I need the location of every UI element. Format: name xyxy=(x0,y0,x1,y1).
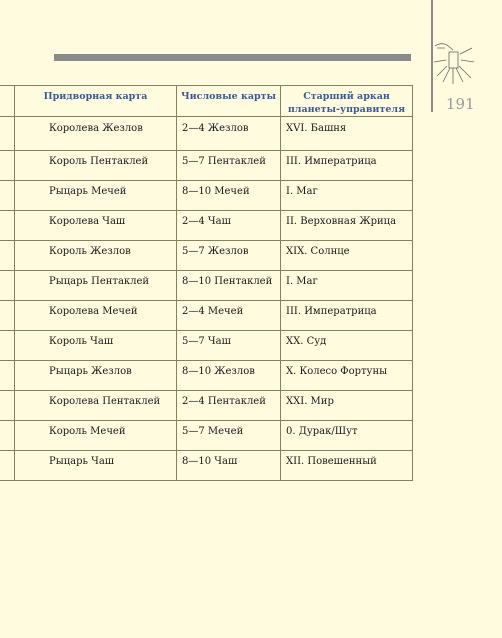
table-row xyxy=(0,271,413,301)
table-row xyxy=(0,331,413,361)
major-arcana-cell: I. Маг xyxy=(281,181,413,211)
edge-cell xyxy=(0,421,15,451)
edge-cell xyxy=(0,451,15,481)
major-arcana-cell: I. Маг xyxy=(281,271,413,301)
header-major-arcana: Старший аркан планеты-управителя xyxy=(281,86,413,117)
table-row xyxy=(0,391,413,421)
header-bar xyxy=(54,54,411,61)
header-number-cards: Числовые карты xyxy=(177,86,281,117)
number-cards-cell: 8—10 Чаш xyxy=(177,451,281,481)
court-card-cell: Королева Жезлов xyxy=(15,117,177,151)
header-row xyxy=(0,86,413,117)
number-cards-cell: 5—7 Чаш xyxy=(177,331,281,361)
edge-cell xyxy=(0,86,15,117)
court-card-cell: Король Пентаклей xyxy=(15,151,177,181)
number-cards-cell: 5—7 Пентаклей xyxy=(177,151,281,181)
edge-cell xyxy=(0,151,15,181)
page-number: 191 xyxy=(446,95,475,113)
table-row xyxy=(0,211,413,241)
major-arcana-cell: III. Императрица xyxy=(281,301,413,331)
court-card-cell: Рыцарь Жезлов xyxy=(15,361,177,391)
table-row xyxy=(0,361,413,391)
court-card-cell: Король Мечей xyxy=(15,421,177,451)
court-card-cell: Рыцарь Чаш xyxy=(15,451,177,481)
number-cards-cell: 8—10 Жезлов xyxy=(177,361,281,391)
edge-cell xyxy=(0,331,15,361)
table-row xyxy=(0,241,413,271)
table-row xyxy=(0,301,413,331)
major-arcana-cell: XIX. Солнце xyxy=(281,241,413,271)
edge-cell xyxy=(0,301,15,331)
edge-cell xyxy=(0,361,15,391)
edge-cell xyxy=(0,181,15,211)
number-cards-cell: 8—10 Пентаклей xyxy=(177,271,281,301)
major-arcana-cell: XX. Суд xyxy=(281,331,413,361)
table-row xyxy=(0,421,413,451)
number-cards-cell: 2—4 Мечей xyxy=(177,301,281,331)
edge-cell xyxy=(0,391,15,421)
header-court-card: Придворная карта xyxy=(15,86,177,117)
edge-cell xyxy=(0,241,15,271)
major-arcana-cell: XVI. Башня xyxy=(281,117,413,151)
court-card-cell: Король Чаш xyxy=(15,331,177,361)
table-row xyxy=(0,117,413,151)
court-card-cell: Рыцарь Мечей xyxy=(15,181,177,211)
correspondence-table xyxy=(0,85,413,481)
court-card-cell: Королева Мечей xyxy=(15,301,177,331)
major-arcana-cell: X. Колесо Фортуны xyxy=(281,361,413,391)
major-arcana-cell: III. Императрица xyxy=(281,151,413,181)
court-card-cell: Королева Чаш xyxy=(15,211,177,241)
number-cards-cell: 2—4 Пентаклей xyxy=(177,391,281,421)
hand-holding-tarot-card-icon xyxy=(433,40,475,86)
table-row xyxy=(0,151,413,181)
number-cards-cell: 5—7 Мечей xyxy=(177,421,281,451)
table-row xyxy=(0,181,413,211)
major-arcana-cell: XXI. Мир xyxy=(281,391,413,421)
number-cards-cell: 8—10 Мечей xyxy=(177,181,281,211)
number-cards-cell: 2—4 Чаш xyxy=(177,211,281,241)
court-card-cell: Королева Пентаклей xyxy=(15,391,177,421)
number-cards-cell: 2—4 Жезлов xyxy=(177,117,281,151)
major-arcana-cell: 0. Дурак/Шут xyxy=(281,421,413,451)
edge-cell xyxy=(0,271,15,301)
edge-cell xyxy=(0,117,15,151)
major-arcana-cell: II. Верховная Жрица xyxy=(281,211,413,241)
edge-cell xyxy=(0,211,15,241)
number-cards-cell: 5—7 Жезлов xyxy=(177,241,281,271)
court-card-cell: Король Жезлов xyxy=(15,241,177,271)
table-row xyxy=(0,451,413,481)
court-card-cell: Рыцарь Пентаклей xyxy=(15,271,177,301)
major-arcana-cell: XII. Повешенный xyxy=(281,451,413,481)
